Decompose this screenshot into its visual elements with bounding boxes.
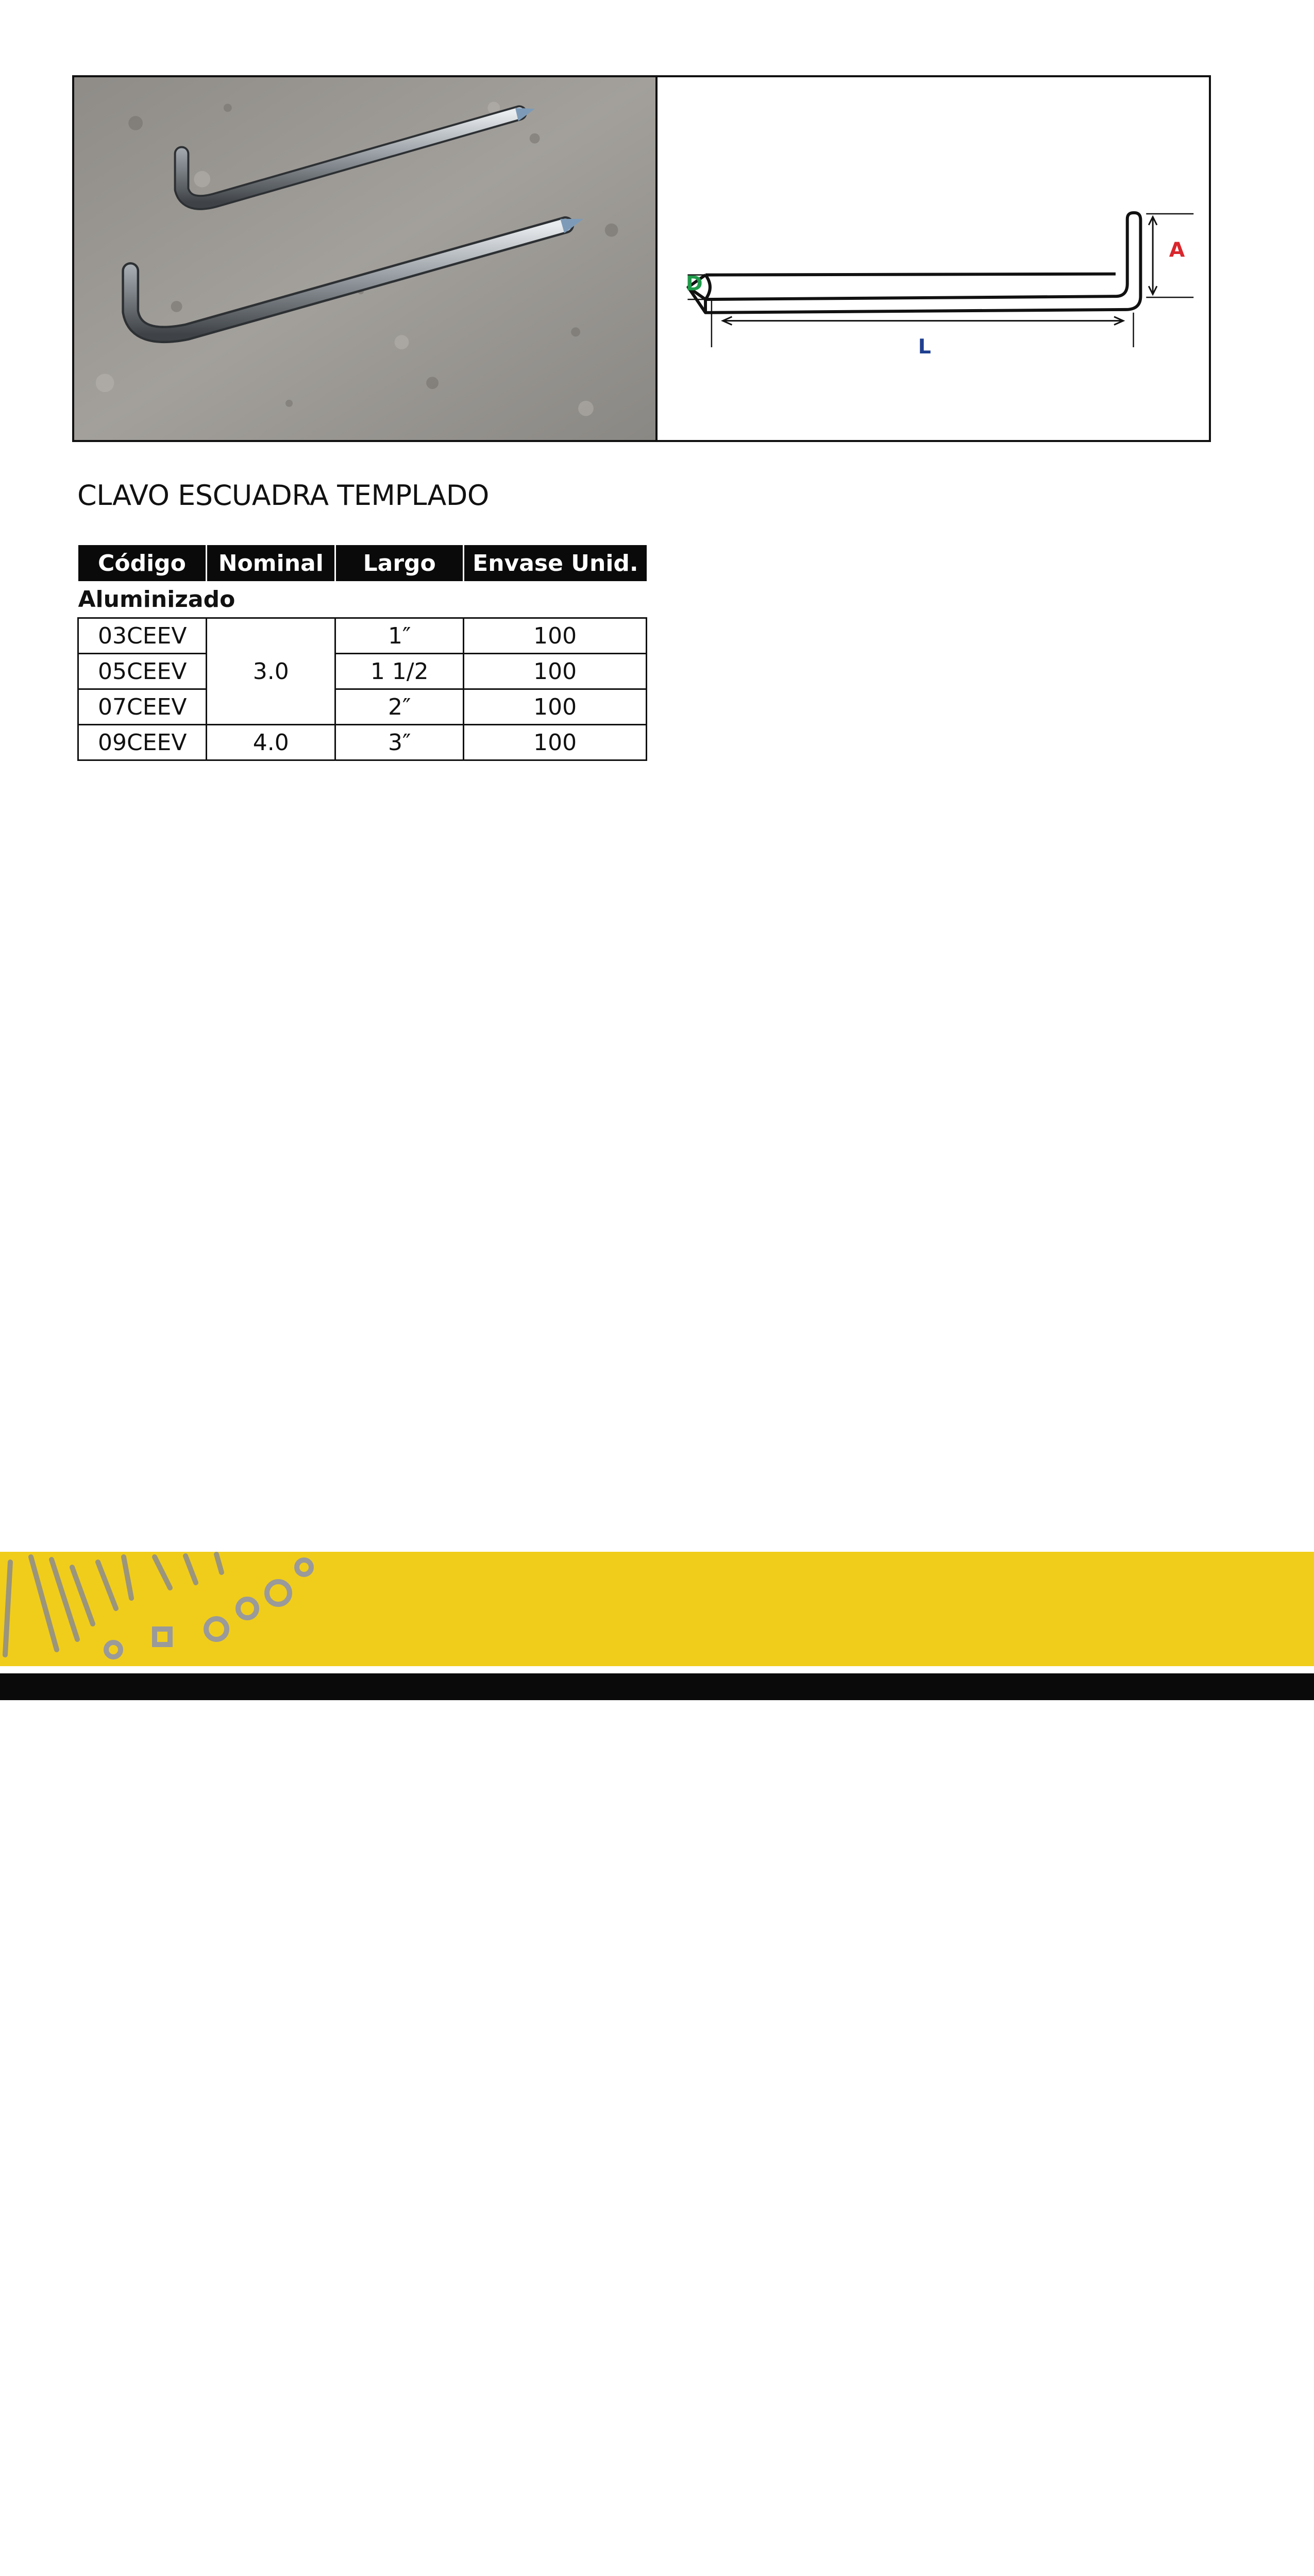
cell-largo: 3″	[335, 725, 464, 760]
cell-codigo: 09CEEV	[78, 725, 207, 760]
nail-dimension-drawing	[658, 77, 1209, 440]
group-label: Aluminizado	[78, 586, 235, 613]
label-l: L	[918, 334, 931, 359]
cell-envase: 100	[464, 689, 647, 725]
dimension-diagram	[658, 75, 1211, 442]
product-photo	[72, 75, 658, 442]
nail-outline	[685, 213, 1140, 313]
cell-codigo: 07CEEV	[78, 689, 207, 725]
table-header-row	[78, 545, 647, 581]
cell-largo: 1″	[335, 618, 464, 654]
cell-envase: 100	[464, 618, 647, 654]
header-nominal: Nominal	[207, 545, 335, 581]
product-title: CLAVO ESCUADRA TEMPLADO	[77, 479, 489, 512]
table-row	[78, 654, 647, 689]
group-row	[78, 581, 647, 618]
cell-largo: 1 1/2	[335, 654, 464, 689]
cell-largo: 2″	[335, 689, 464, 725]
header-envase: Envase Unid.	[464, 545, 647, 581]
footer-divider	[0, 1666, 1314, 1673]
header-largo: Largo	[335, 545, 464, 581]
cell-nominal: 4.0	[207, 725, 335, 760]
cell-codigo: 03CEEV	[78, 618, 207, 654]
cell-nominal: 3.0	[207, 618, 335, 725]
hardware-collage-decoration	[0, 1552, 361, 1666]
spec-table	[77, 545, 647, 761]
label-a: A	[1169, 238, 1185, 262]
table-row	[78, 618, 647, 654]
nails-photo-illustration	[74, 77, 655, 440]
cell-envase: 100	[464, 654, 647, 689]
header-codigo: Código	[78, 545, 207, 581]
table-row	[78, 725, 647, 760]
cell-codigo: 05CEEV	[78, 654, 207, 689]
cell-envase: 100	[464, 725, 647, 760]
table-row	[78, 689, 647, 725]
footer-bottom-bar	[0, 1673, 1314, 1700]
label-d: D	[685, 272, 703, 296]
footer-band	[0, 1552, 1314, 1666]
